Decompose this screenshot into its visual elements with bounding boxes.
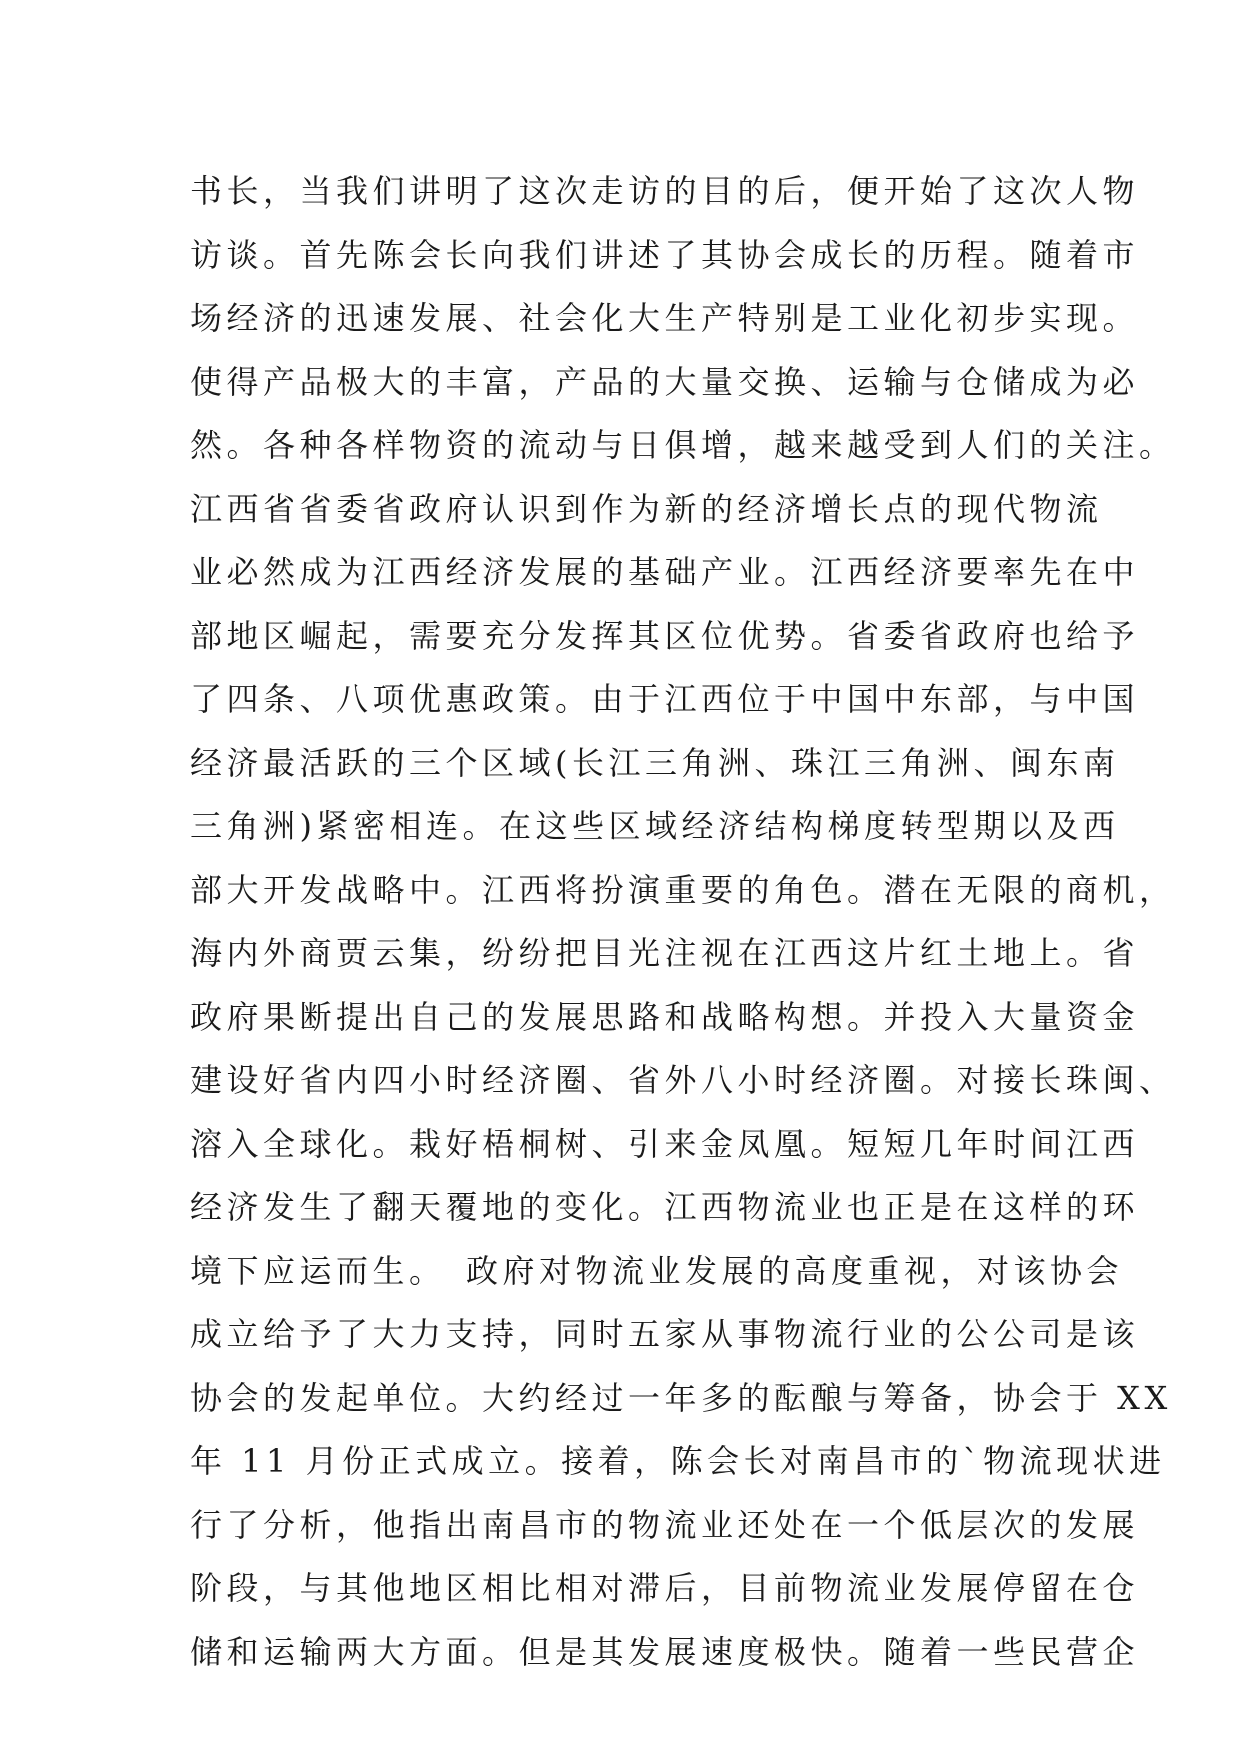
text-line: 储和运输两大方面。但是其发展速度极快。随着一些民营企 xyxy=(190,1632,1140,1671)
text-line: 行了分析，他指出南昌市的物流业还处在一个低层次的发展 xyxy=(190,1505,1140,1544)
text-line: 经济发生了翻天覆地的变化。江西物流业也正是在这样的环 xyxy=(190,1188,1140,1226)
text-line: 业必然成为江西经济发展的基础产业。江西经济要率先在中 xyxy=(190,553,1140,591)
text-line: 协会的发起单位。大约经过一年多的酝酿与筹备，协会于 XX xyxy=(190,1378,1172,1417)
text-line: 部地区崛起，需要充分发挥其区位优势。省委省政府也给予 xyxy=(190,616,1140,655)
text-line: 境下应运而生。 政府对物流业发展的高度重视，对该协会 xyxy=(190,1251,1124,1290)
text-line: 经济最活跃的三个区域(长江三角洲、珠江三角洲、闽东南 xyxy=(190,743,1120,782)
text-line: 政府果断提出自己的发展思路和战略构想。并投入大量资金 xyxy=(190,997,1140,1036)
text-line: 了四条、八项优惠政策。由于江西位于中国中东部，与中国 xyxy=(190,680,1140,718)
text-line: 使得产品极大的丰富，产品的大量交换、运输与仓储成为必 xyxy=(190,362,1140,401)
text-line: 访谈。首先陈会长向我们讲述了其协会成长的历程。随着市 xyxy=(190,235,1140,274)
text-line: 海内外商贾云集，纷纷把目光注视在江西这片红土地上。省 xyxy=(190,934,1140,972)
text-line: 书长，当我们讲明了这次走访的目的后，便开始了这次人物 xyxy=(190,172,1140,210)
text-line: 建设好省内四小时经济圈、省外八小时经济圈。对接长珠闽、 xyxy=(190,1061,1176,1099)
text-line: 阶段，与其他地区相比相对滞后，目前物流业发展停留在仓 xyxy=(190,1569,1140,1607)
text-line: 年 11 月份正式成立。接着，陈会长对南昌市的`物流现状进 xyxy=(190,1442,1166,1480)
text-line: 三角洲)紧密相连。在这些区域经济结构梯度转型期以及西 xyxy=(190,807,1120,845)
text-line: 然。各种各样物资的流动与日俱增，越来越受到人们的关注。 xyxy=(190,426,1176,464)
body-text xyxy=(190,160,1176,1684)
text-line: 成立给予了大力支持，同时五家从事物流行业的公公司是该 xyxy=(190,1315,1140,1353)
text-line: 场经济的迅速发展、社会化大生产特别是工业化初步实现。 xyxy=(190,299,1140,337)
text-line: 江西省省委省政府认识到作为新的经济增长点的现代物流 xyxy=(190,489,1103,528)
text-line: 溶入全球化。栽好梧桐树、引来金凤凰。短短几年时间江西 xyxy=(190,1124,1140,1163)
text-line: 部大开发战略中。江西将扮演重要的角色。潜在无限的商机， xyxy=(190,870,1176,909)
